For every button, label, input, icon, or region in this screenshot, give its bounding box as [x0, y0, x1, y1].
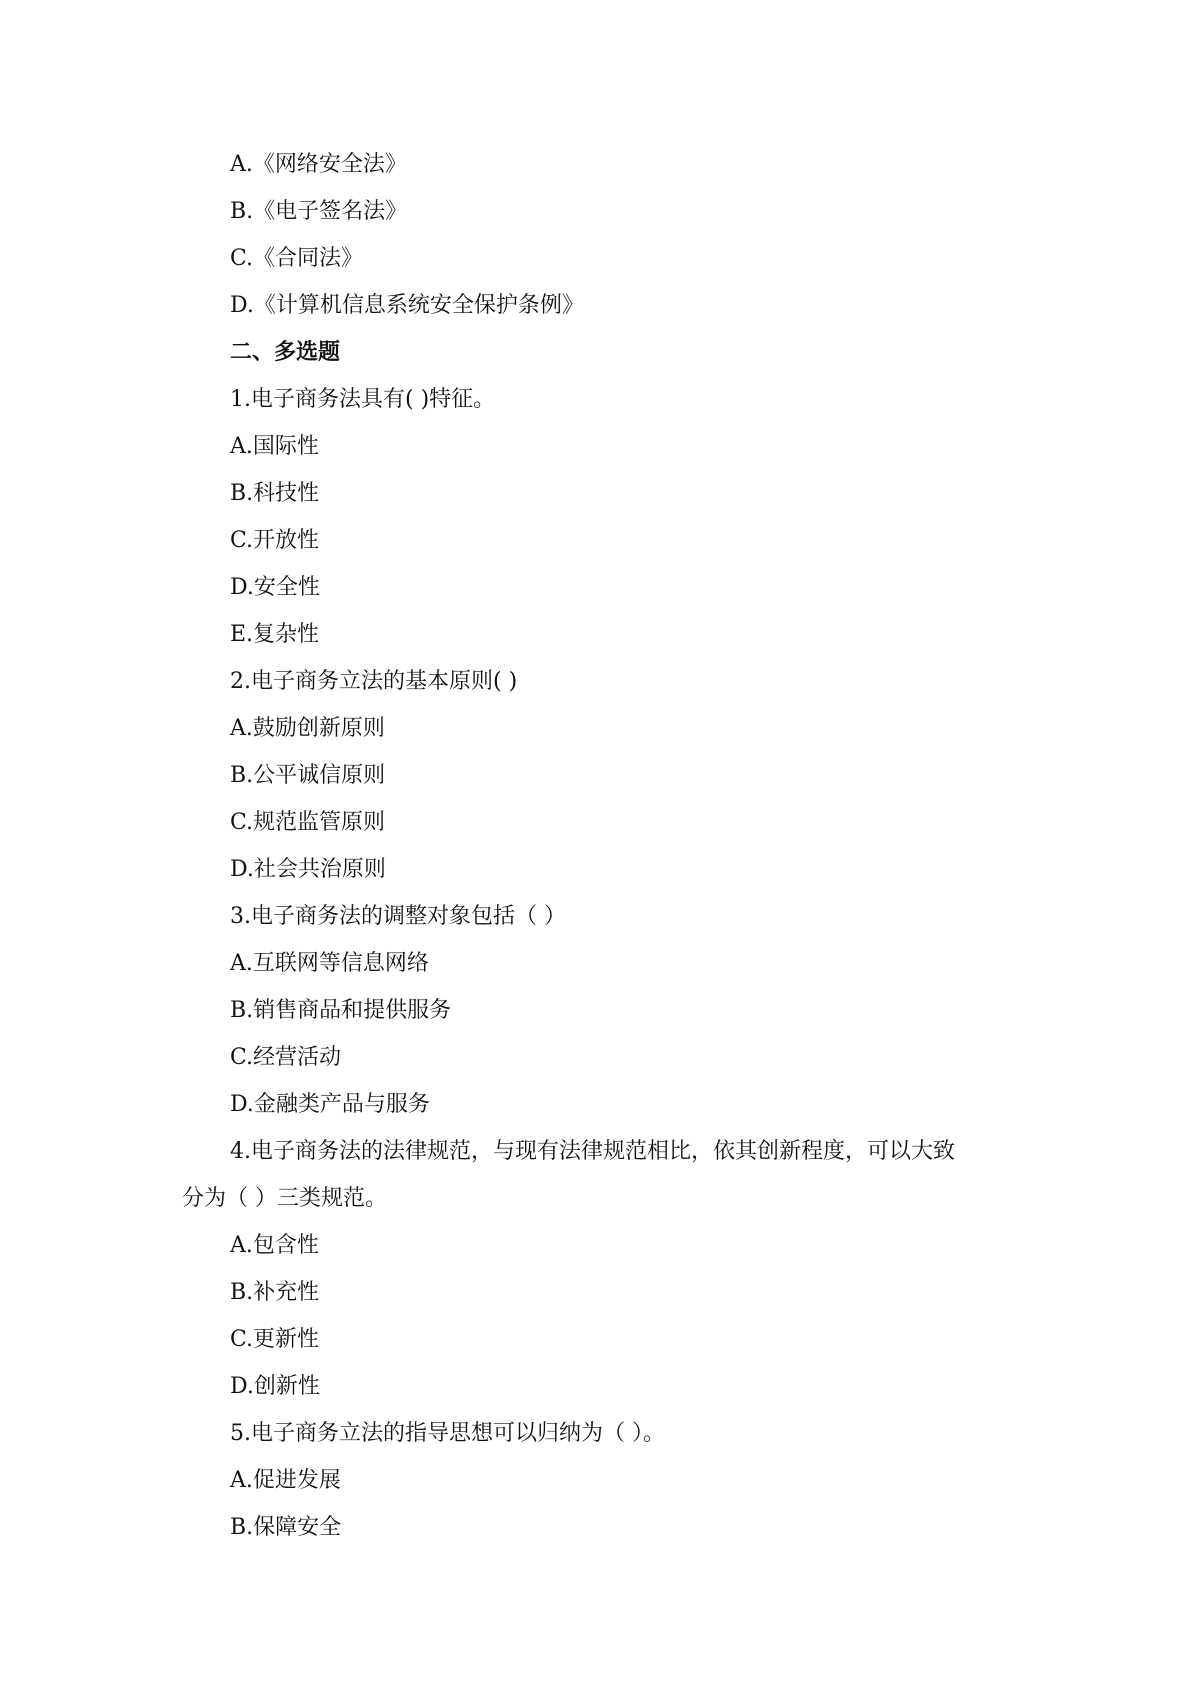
option-line: C.《合同法》 [230, 246, 364, 271]
option-line: B.《电子签名法》 [230, 199, 408, 224]
option-line: C.经营活动 [230, 1045, 342, 1070]
option-line: B.销售商品和提供服务 [230, 998, 452, 1023]
question-line: 5.电子商务立法的指导思想可以归纳为（ ）。 [230, 1421, 665, 1446]
option-line: E.复杂性 [230, 622, 320, 647]
option-line: B.公平诚信原则 [230, 763, 386, 788]
option-line: D.社会共治原则 [230, 857, 386, 882]
option-line: D.安全性 [230, 575, 320, 600]
option-line: A.促进发展 [230, 1468, 341, 1493]
document-body [0, 141, 1191, 1551]
option-line: A.互联网等信息网络 [230, 951, 429, 976]
option-line: B.科技性 [230, 481, 320, 506]
option-line: A.《网络安全法》 [230, 152, 407, 177]
option-line: A.鼓励创新原则 [230, 716, 385, 741]
question-line: 3.电子商务法的调整对象包括（ ） [230, 904, 566, 929]
option-line: B.保障安全 [230, 1515, 342, 1540]
question-line: 2.电子商务立法的基本原则( ) [230, 669, 518, 694]
question-line-continued: 分为（ ）三类规范。 [182, 1186, 387, 1211]
option-line: A.包含性 [230, 1233, 319, 1258]
option-line: C.开放性 [230, 528, 320, 553]
option-line: C.更新性 [230, 1327, 320, 1352]
section-heading: 二、多选题 [230, 339, 341, 365]
option-line: A.国际性 [230, 434, 319, 459]
question-line: 1.电子商务法具有( )特征。 [230, 387, 496, 412]
option-line: C.规范监管原则 [230, 810, 386, 835]
option-line: D.创新性 [230, 1374, 320, 1399]
question-line: 4.电子商务法的法律规范，与现有法律规范相比，依其创新程度，可以大致 [230, 1139, 955, 1164]
option-line: B.补充性 [230, 1280, 320, 1305]
option-line: D.《计算机信息系统安全保护条例》 [230, 293, 584, 318]
option-line: D.金融类产品与服务 [230, 1092, 430, 1117]
